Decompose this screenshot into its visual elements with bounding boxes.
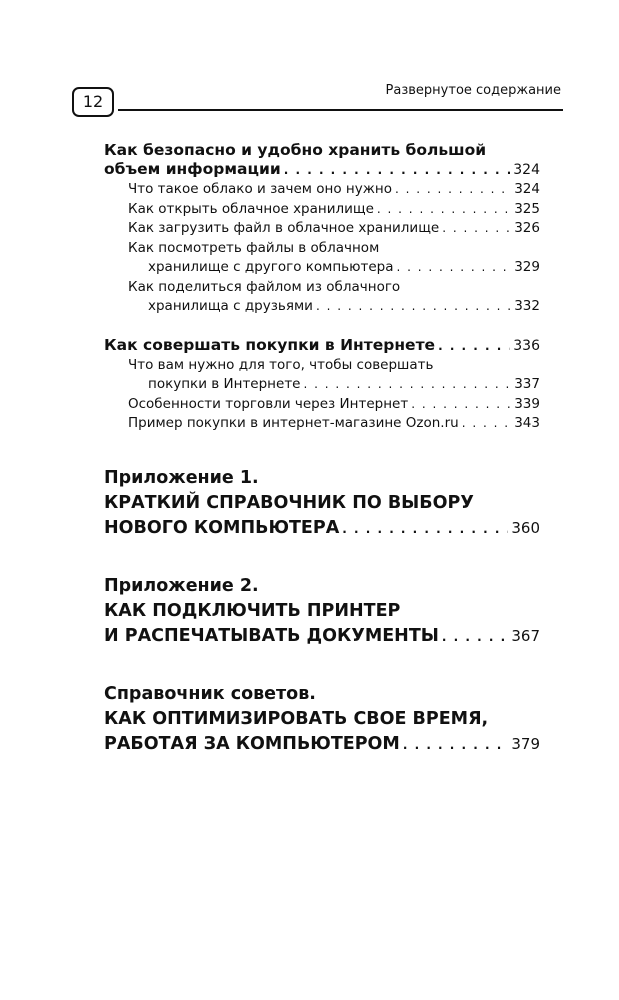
toc-page-number: 324: [514, 181, 540, 197]
toc-subentry-title: Как посмотреть файлы в облачном: [128, 239, 380, 256]
toc-page-number: 336: [513, 337, 540, 354]
toc-subentry-title: Особенности торговли через Интернет: [128, 395, 409, 412]
table-of-contents: [104, 141, 540, 758]
toc-subentry[interactable]: [128, 180, 540, 200]
appendix-title-line: КАК ПОДКЛЮЧИТЬ ПРИНТЕР: [104, 600, 401, 621]
toc-entry-row[interactable]: [104, 336, 540, 356]
toc-tips-reference[interactable]: [104, 682, 540, 758]
toc-entry-row: [104, 516, 540, 542]
toc-section-title-line: объем информации: [104, 160, 281, 178]
appendix-label: Приложение 2.: [104, 575, 259, 596]
appendix-label: Справочник советов.: [104, 683, 316, 704]
dot-leader: [442, 625, 508, 650]
header-rule: [118, 109, 563, 111]
toc-subentry-title: Как открыть облачное хранилище: [128, 200, 374, 217]
dot-leader: [462, 414, 512, 434]
toc-section-title-line: Как безопасно и удобно хранить большой: [104, 141, 487, 159]
toc-subentry-title: Как поделиться файлом из облачного: [128, 278, 401, 295]
dot-leader: [395, 180, 511, 200]
toc-subsection-list: [104, 180, 540, 317]
toc-subentry-title: хранилище с другого компьютера: [148, 259, 394, 275]
toc-entry-row: [104, 732, 540, 758]
appendix-label: Приложение 1.: [104, 467, 259, 488]
dot-leader: [411, 395, 511, 415]
page-number-text: 12: [82, 92, 104, 111]
toc-subentry-continuation: [128, 297, 540, 317]
dot-leader: [342, 517, 508, 542]
toc-subentry-continuation: [128, 375, 540, 395]
toc-appendix-1[interactable]: [104, 466, 540, 542]
toc-page-number: 332: [514, 298, 540, 314]
toc-entry-row: [104, 624, 540, 650]
appendix-title-line: КРАТКИЙ СПРАВОЧНИК ПО ВЫБОРУ: [104, 492, 474, 513]
dot-leader: [304, 375, 512, 395]
dot-leader: [397, 258, 512, 278]
toc-subentry[interactable]: [128, 356, 540, 395]
appendix-title-line: НОВОГО КОМПЬЮТЕРА: [104, 517, 340, 538]
dot-leader: [442, 219, 511, 239]
toc-subentry-continuation: [128, 258, 540, 278]
toc-subentry-title: Что вам нужно для того, чтобы совершать: [128, 356, 434, 373]
appendix-title-line: КАК ОПТИМИЗИРОВАТЬ СВОЕ ВРЕМЯ,: [104, 708, 489, 729]
toc-subsection-list: [104, 356, 540, 434]
toc-subentry-title: Что такое облако и зачем оно нужно: [128, 181, 392, 197]
toc-page-number: 329: [514, 259, 540, 275]
dot-leader: [284, 161, 511, 180]
toc-subentry[interactable]: [128, 395, 540, 415]
toc-page-number: 379: [511, 734, 540, 753]
dot-leader: [316, 297, 511, 317]
page-number: [72, 87, 114, 117]
toc-section-cloud: [104, 141, 540, 180]
toc-page-number: 326: [514, 220, 540, 236]
dot-leader: [438, 337, 510, 356]
dot-leader: [377, 200, 511, 220]
toc-subentry[interactable]: [128, 239, 540, 278]
toc-page-number: 360: [511, 518, 540, 537]
toc-page-number: 325: [514, 200, 540, 217]
running-title: Развернутое содержание: [385, 83, 561, 98]
toc-page-number: 367: [511, 626, 540, 645]
toc-entry-row[interactable]: [104, 160, 540, 180]
appendix-title-line: И РАСПЕЧАТЫВАТЬ ДОКУМЕНТЫ: [104, 625, 439, 646]
dot-leader: [403, 733, 509, 758]
toc-subentry-title: Пример покупки в интернет-магазине Ozon.ru: [128, 415, 459, 431]
appendix-title-line: РАБОТАЯ ЗА КОМПЬЮТЕРОМ: [104, 733, 400, 754]
toc-subentry[interactable]: [128, 219, 540, 239]
toc-page-number: 324: [513, 162, 540, 178]
toc-subentry-title: покупки в Интернете: [148, 376, 301, 392]
toc-section-shopping: [104, 336, 540, 356]
toc-page-number: 343: [514, 415, 540, 431]
toc-subentry[interactable]: [128, 278, 540, 317]
toc-appendix-2[interactable]: [104, 574, 540, 650]
toc-subentry[interactable]: [128, 414, 540, 434]
toc-page-number: 337: [514, 376, 540, 392]
toc-section-title-line: Как совершать покупки в Интернете: [104, 335, 436, 354]
toc-subentry-title: Как загрузить файл в облачное хранилище: [128, 220, 440, 236]
toc-page-number: 339: [514, 395, 540, 412]
toc-subentry-title: хранилища с друзьями: [148, 298, 313, 314]
toc-subentry[interactable]: [128, 200, 540, 220]
